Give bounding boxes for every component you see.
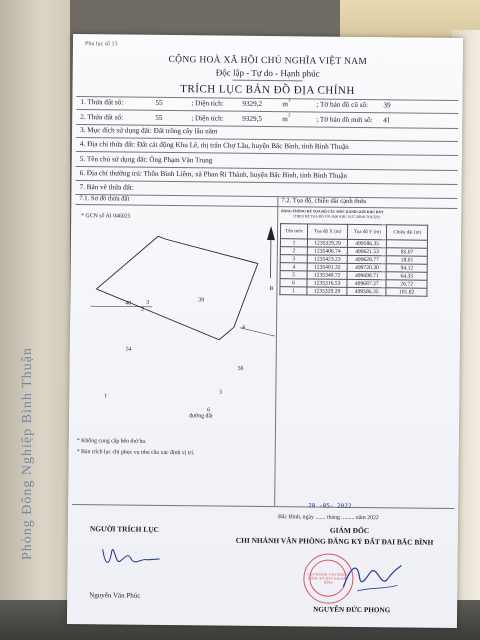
table-cell-name: 1 (280, 239, 307, 247)
neighbor-parcel-56: 56 (237, 365, 244, 372)
land-user-name: 5. Tên chủ sử dụng đất: Ông Phạm Văn Trung (79, 155, 213, 165)
new-area-value: 9329,5 (242, 114, 263, 123)
table-cell-y: 499586.35 (347, 287, 387, 295)
point-label-3: 3 (146, 299, 150, 306)
table-cell-name: 1 (280, 287, 307, 295)
table-cell-y: 499621.53 (347, 247, 387, 255)
point-label-4: 4 (242, 324, 245, 331)
point-label-6: 6 (207, 407, 211, 414)
neighbor-parcel-40: 40 (125, 300, 132, 307)
certificate-number: * GCN số AI 046025 (81, 213, 131, 220)
table-cell-len: 64.33 (387, 272, 428, 280)
parcel-sketch (89, 216, 277, 398)
table-cell-x: 1235329.29 (308, 239, 348, 247)
old-map-sheet: 39 (383, 101, 391, 110)
director-name: NGUYỄN ĐỨC PHONG (313, 605, 391, 615)
field-row-2: 2. Thửa đất số: 55 ; Diện tích: 9329,5 m 2 ; Tờ bản đồ mới số: 41 (80, 112, 391, 125)
received-date-stamp: 20 -05- 2022 (308, 502, 352, 510)
note-no-third-party: * Không cung cấp bên thứ ba. (76, 438, 147, 445)
north-arrow-icon (267, 226, 276, 278)
coordinate-table (279, 223, 428, 297)
parcel-address: 4. Địa chỉ thửa đất: Đất cát động Khu Lê, thị trấn Chợ Lầu, huyện Bắc Bình, tỉnh Bình Thuận (79, 140, 349, 151)
coordinates-label: 7.2. Tọa độ, chiều dài cạnh thửa (281, 197, 366, 206)
table-cell-y: 499586.35 (347, 239, 387, 247)
table-cell-name: 4 (280, 263, 307, 271)
national-motto: Độc lập - Tự do - Hạnh phúc (215, 67, 320, 79)
table-header-row (280, 224, 427, 241)
parcel-drawing-label: 7. Bản vẽ thửa đất: (79, 183, 134, 192)
table-cell-x: 1235401.32 (307, 263, 347, 271)
note-location-purpose: * Bản trích lục chỉ phục vụ nhu cầu xác định vị trí. (76, 449, 195, 457)
point-label-1: 1 (104, 393, 108, 400)
table-cell-name: 6 (280, 279, 307, 287)
national-title: CỘNG HOÀ XÃ HỘI CHỦ NGHĨA VIỆT NAM (168, 54, 368, 68)
extractor-name: Nguyễn Văn Phúc (89, 591, 141, 600)
cadastral-extract-document (67, 34, 463, 628)
background-left-document (0, 0, 70, 640)
table-cell-x: 1235329.29 (307, 287, 347, 295)
table-cell-x: 1235406.74 (307, 247, 347, 255)
table-cell-len: 101.82 (386, 288, 427, 296)
table-cell-name: 2 (280, 247, 307, 255)
table-cell-y: 499720.30 (347, 263, 387, 271)
neighbor-parcel-54: 54 (125, 346, 132, 353)
field-row-1: 1. Thửa đất số: 55 ; Diện tích: 9329,2 m 2 ; Tờ bản đồ cũ số: 39 (80, 97, 391, 110)
new-parcel-number: 55 (155, 113, 163, 122)
parcel-boundary (96, 236, 258, 341)
table-cell-y: 499687.37 (347, 279, 387, 287)
background-side-text: Phòng Đông Nghiệp Bình Thuận (20, 347, 35, 560)
signing-date-line: Bắc Bình, ngày ....... tháng ......... năm 2022 (278, 514, 379, 522)
coord-table-subtitle: (THEO HỆ TỌA ĐỘ VN-2000 KHU VỰC BÌNH THUẬN) (293, 214, 380, 220)
coord-table-title: BẢNG THỐNG KÊ TỌA ĐỘ CÁC MỐC RANH GIỚI KHU ĐẤT (281, 209, 384, 215)
permanent-address: 6. Địa chỉ thường trú: Thôn Bình Liêm, xã Phan Rí Thành, huyện Bắc Bình, tỉnh Bình Thuận (79, 169, 348, 180)
neighbor-parcel-39: 39 (198, 297, 205, 304)
extractor-signature-icon (97, 539, 167, 570)
table-cell-x: 1235423.23 (307, 255, 347, 263)
official-seal-icon: CHI NHÁNH VĂN PHÒNG ĐĂNG KÝ ĐẤT ĐAI BẮC BÌNH (303, 553, 354, 604)
director-signature-icon (337, 557, 407, 598)
table-cell-y: 499698.71 (347, 271, 387, 279)
old-parcel-number: 55 (155, 98, 163, 107)
table-cell-name: 5 (280, 271, 307, 279)
motto-underline (233, 80, 303, 82)
parcel-sketch-label: 7.1. Sơ đồ thửa đất (79, 195, 130, 203)
table-cell-len: 85.07 (387, 248, 428, 256)
old-area-value: 9329,2 (242, 99, 263, 108)
road-label: đường đất (189, 413, 213, 420)
document-title: TRÍCH LỤC BẢN ĐỒ ĐỊA CHÍNH (180, 83, 355, 97)
table-cell-y: 499628.77 (347, 255, 387, 263)
table-cell-len: 26.72 (386, 280, 427, 288)
table-cell-name: 3 (280, 255, 307, 263)
point-label-5: 5 (219, 389, 223, 396)
north-label: B (269, 286, 274, 293)
table-row (280, 287, 427, 297)
point-label-2: 2 (141, 306, 145, 313)
new-map-sheet: 41 (383, 116, 391, 125)
branch-title: CHI NHÁNH VĂN PHÒNG ĐĂNG KÝ ĐẤT ĐAI BẮC BÌNH (235, 535, 434, 547)
extractor-title: NGƯỜI TRÍCH LỤC (89, 524, 159, 534)
col-header-length: Chiều dài (m) (387, 225, 428, 240)
annex-number: Phụ lục số 13 (84, 41, 118, 48)
col-header-x: Tọa độ X (m) (308, 224, 348, 239)
table-cell-len: 18.01 (387, 256, 428, 264)
table-cell-len: 94.12 (387, 264, 428, 272)
col-header-y: Tọa độ Y (m) (348, 224, 388, 239)
table-cell-x: 1235340.72 (307, 271, 347, 279)
table-cell-x: 1235316.53 (307, 279, 347, 287)
land-use-purpose: 3. Mục đích sử dụng đất: Đất trồng cây lâu năm (80, 126, 218, 136)
director-title: GIÁM ĐỐC (329, 525, 370, 536)
col-header-name: Tên mốc (280, 224, 307, 239)
